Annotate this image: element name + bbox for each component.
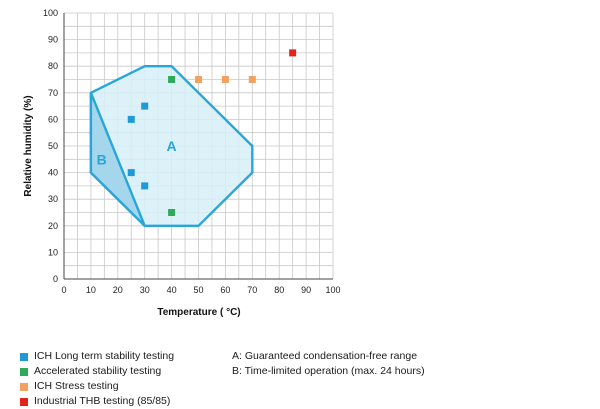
x-axis-title: Temperature ( °C) <box>157 307 241 318</box>
legend-label: ICH Long term stability testing <box>34 350 175 362</box>
y-tick-label: 90 <box>47 34 58 45</box>
data-point <box>128 116 135 123</box>
y-tick-label: 60 <box>47 114 58 125</box>
x-tick-label: 20 <box>112 285 123 295</box>
y-tick-label: 40 <box>47 167 58 178</box>
legend-label: ICH Stress testing <box>34 380 119 392</box>
y-tick-label: 20 <box>47 220 58 231</box>
y-tick-label: 10 <box>47 247 58 258</box>
legend-item-long-term <box>20 349 174 364</box>
legend-swatch <box>20 353 28 361</box>
legend-label: Accelerated stability testing <box>34 365 162 377</box>
x-tick-label: 60 <box>220 285 231 295</box>
legend-item-accelerated <box>20 364 174 379</box>
data-point <box>222 76 229 83</box>
data-point <box>128 169 135 176</box>
legend-label: Industrial THB testing (85/85) <box>34 395 171 407</box>
x-tick-label: 90 <box>301 285 312 295</box>
data-point <box>168 209 175 216</box>
y-tick-label: 50 <box>47 141 58 151</box>
data-point <box>289 49 296 56</box>
x-tick-label: 70 <box>247 285 258 295</box>
y-tick-label: 100 <box>42 8 58 18</box>
y-tick-label: 70 <box>47 87 58 98</box>
legend-regions <box>232 349 425 379</box>
legend-region-label: A: Guaranteed condensation-free range <box>232 350 418 362</box>
data-point <box>195 76 202 83</box>
regions <box>91 66 252 226</box>
y-axis-title: Relative humidity (%) <box>23 95 34 197</box>
legend-series <box>20 349 174 409</box>
x-tick-label: 40 <box>166 285 177 295</box>
legend-item-thb <box>20 394 174 409</box>
data-point <box>141 103 148 110</box>
x-tick-label: 50 <box>193 285 204 295</box>
legend-item-stress <box>20 379 174 394</box>
x-tick-label: 10 <box>85 285 96 295</box>
y-tick-label: 0 <box>52 274 58 284</box>
data-point <box>141 182 148 189</box>
region-label-b: B <box>96 151 107 168</box>
legend-swatch <box>20 398 28 406</box>
data-point <box>249 76 256 83</box>
legend-region-a <box>232 349 425 364</box>
legend-region-label: B: Time-limited operation (max. 24 hours) <box>232 365 425 377</box>
legend-swatch <box>20 368 28 376</box>
y-tick-label: 30 <box>47 194 58 205</box>
data-point <box>168 76 175 83</box>
x-tick-label: 80 <box>274 285 285 295</box>
legend-region-b <box>232 364 425 379</box>
x-tick-label: 0 <box>61 285 67 295</box>
legend-swatch <box>20 383 28 391</box>
y-tick-label: 80 <box>47 61 58 72</box>
region-label-a: A <box>166 138 177 154</box>
x-tick-label: 30 <box>139 285 150 295</box>
x-tick-label: 100 <box>325 285 341 295</box>
